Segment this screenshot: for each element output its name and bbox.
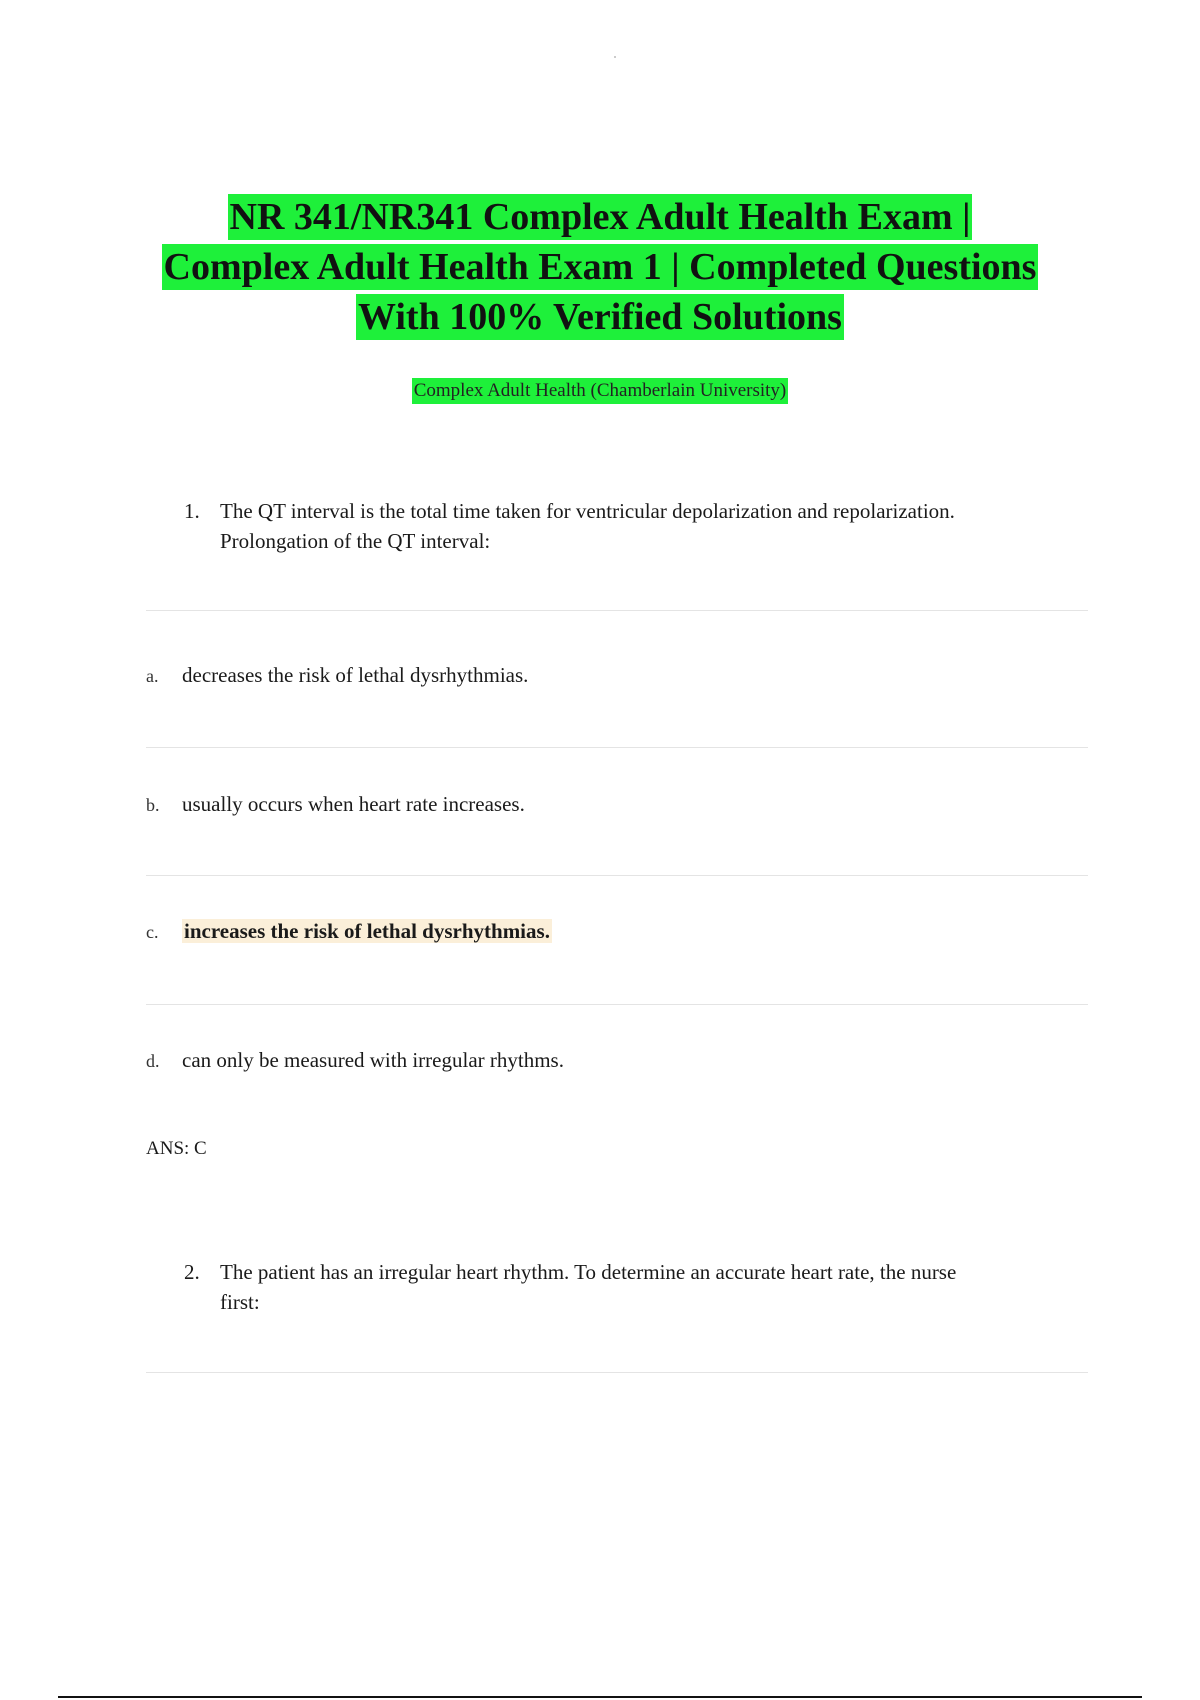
document-title [0,192,1200,342]
title-line-3: With 100% Verified Solutions [358,296,842,338]
question-number: 2. [184,1260,200,1284]
option-letter: b. [146,795,160,815]
option-letter: a. [146,666,159,686]
title-line-2: Complex Adult Health Exam 1 | Completed Questions [163,246,1037,288]
question-number: 1. [184,499,200,523]
title-line-1: NR 341/NR341 Complex Adult Health Exam | [229,196,971,238]
question-text-line-1: The QT interval is the total time taken for ventricular depolarization and repolarization. [220,499,955,523]
option-b [146,789,1046,820]
divider [146,875,1088,876]
option-text: increases the risk of lethal dysrhythmias. [184,919,550,943]
option-letter: d. [146,1051,160,1071]
option-d [146,1045,1046,1076]
option-text: decreases the risk of lethal dysrhythmias. [182,663,529,687]
option-c-correct [146,916,1046,947]
option-letter: c. [146,922,159,942]
divider [146,1372,1088,1373]
option-a [146,660,1046,691]
page-bottom-rule [58,1696,1142,1698]
question-text-line-2: first: [220,1290,260,1314]
option-text: usually occurs when heart rate increases. [182,792,525,816]
question-1 [184,496,1064,556]
divider [146,747,1088,748]
question-2 [184,1257,1064,1317]
divider [146,610,1088,611]
document-subtitle: Complex Adult Health (Chamberlain University) [412,378,789,404]
question-text-line-2: Prolongation of the QT interval: [220,529,491,553]
divider [146,1004,1088,1005]
answer-key: ANS: C [146,1138,207,1159]
option-text: can only be measured with irregular rhythms. [182,1048,564,1072]
stray-mark [614,56,616,58]
question-text-line-1: The patient has an irregular heart rhythm. To determine an accurate heart rate, the nurse [220,1260,957,1284]
